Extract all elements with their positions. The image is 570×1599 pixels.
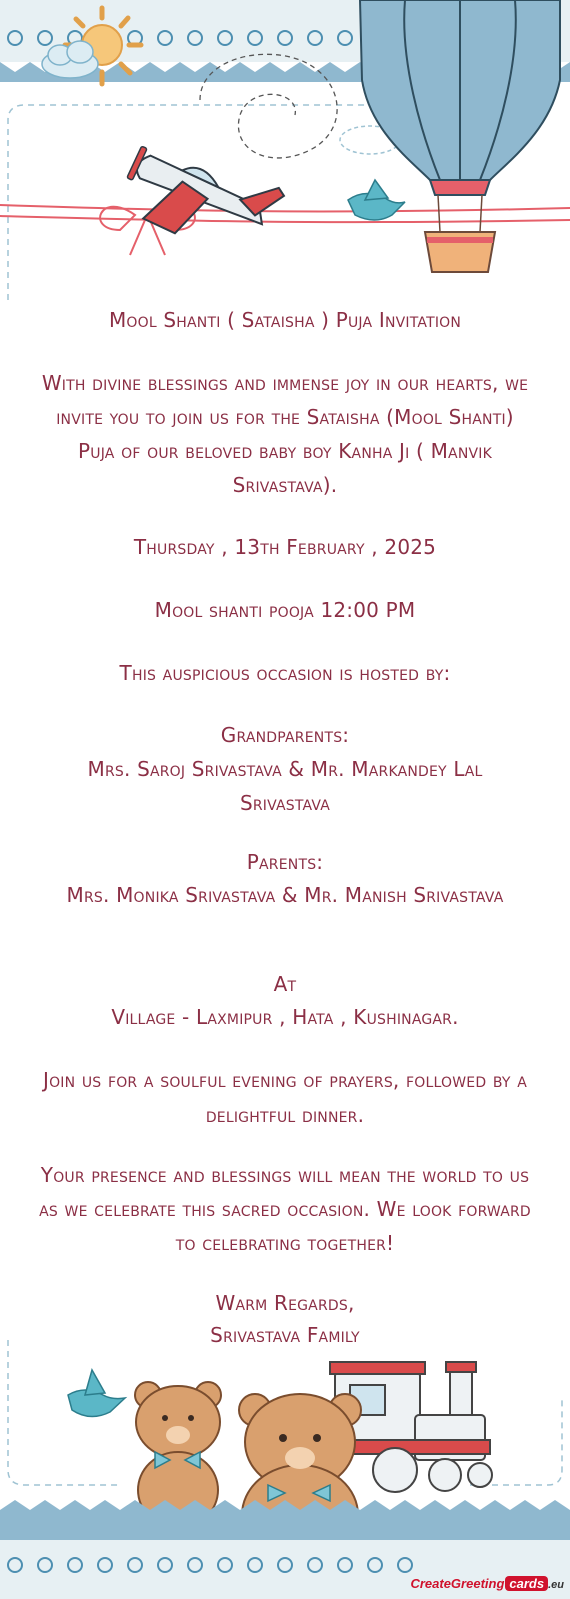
top-illustration [0,0,570,300]
hot-air-balloon-icon [360,0,560,272]
presence-line: Your presence and blessings will mean the world to us [40,1163,530,1187]
bird-icon [68,1370,125,1417]
grandparents-label: Grandparents: [220,723,350,747]
grandparents-names: Srivastava [239,791,331,815]
join-line: Join us for a soulful evening of prayers, followed by a [42,1068,527,1092]
presence-line: as we celebrate this sacred occasion. We look forward [39,1197,531,1221]
parents-label: Parents: [246,850,324,874]
intro-line: Puja of our beloved baby boy Kanha Ji ( Manvik [77,439,492,463]
bird-icon [348,180,405,220]
brand-suffix: .eu [548,1579,564,1591]
brand-name: CreateGreeting [410,1576,505,1591]
grandparents-names: Mrs. Saroj Srivastava & Mr. Markandey Lal [87,757,483,781]
brand-cards: cards [505,1576,548,1591]
invitation-title: Mool Shanti ( Sataisha ) Puja Invitation [108,308,462,332]
presence-line: to celebrating together! [175,1231,395,1255]
intro-line: Srivastava). [232,473,338,497]
signature: Srivastava Family [210,1323,360,1347]
parents-names: Mrs. Monika Srivastava & Mr. Manish Srivastava [66,883,504,907]
train-icon [330,1362,492,1492]
event-time: Mool shanti pooja 12:00 PM [154,598,416,622]
intro-line: invite you to join us for the Sataisha (Mool Shanti) [56,405,514,429]
join-line: delightful dinner. [205,1103,365,1127]
teddy-bear-icon [135,1382,221,1528]
brand-watermark [410,1576,564,1591]
venue: Village - Laxmipur , Hata , Kushinagar. [111,1005,459,1029]
airplane-icon [114,128,286,268]
event-date: Thursday , 13th February , 2025 [133,535,437,559]
at-label: At [273,972,297,996]
regards: Warm Regards, [215,1291,355,1315]
hosted-by: This auspicious occasion is hosted by: [119,661,451,685]
intro-line: With divine blessings and immense joy in our hearts, we [41,371,529,395]
bottom-illustration [0,1340,570,1599]
